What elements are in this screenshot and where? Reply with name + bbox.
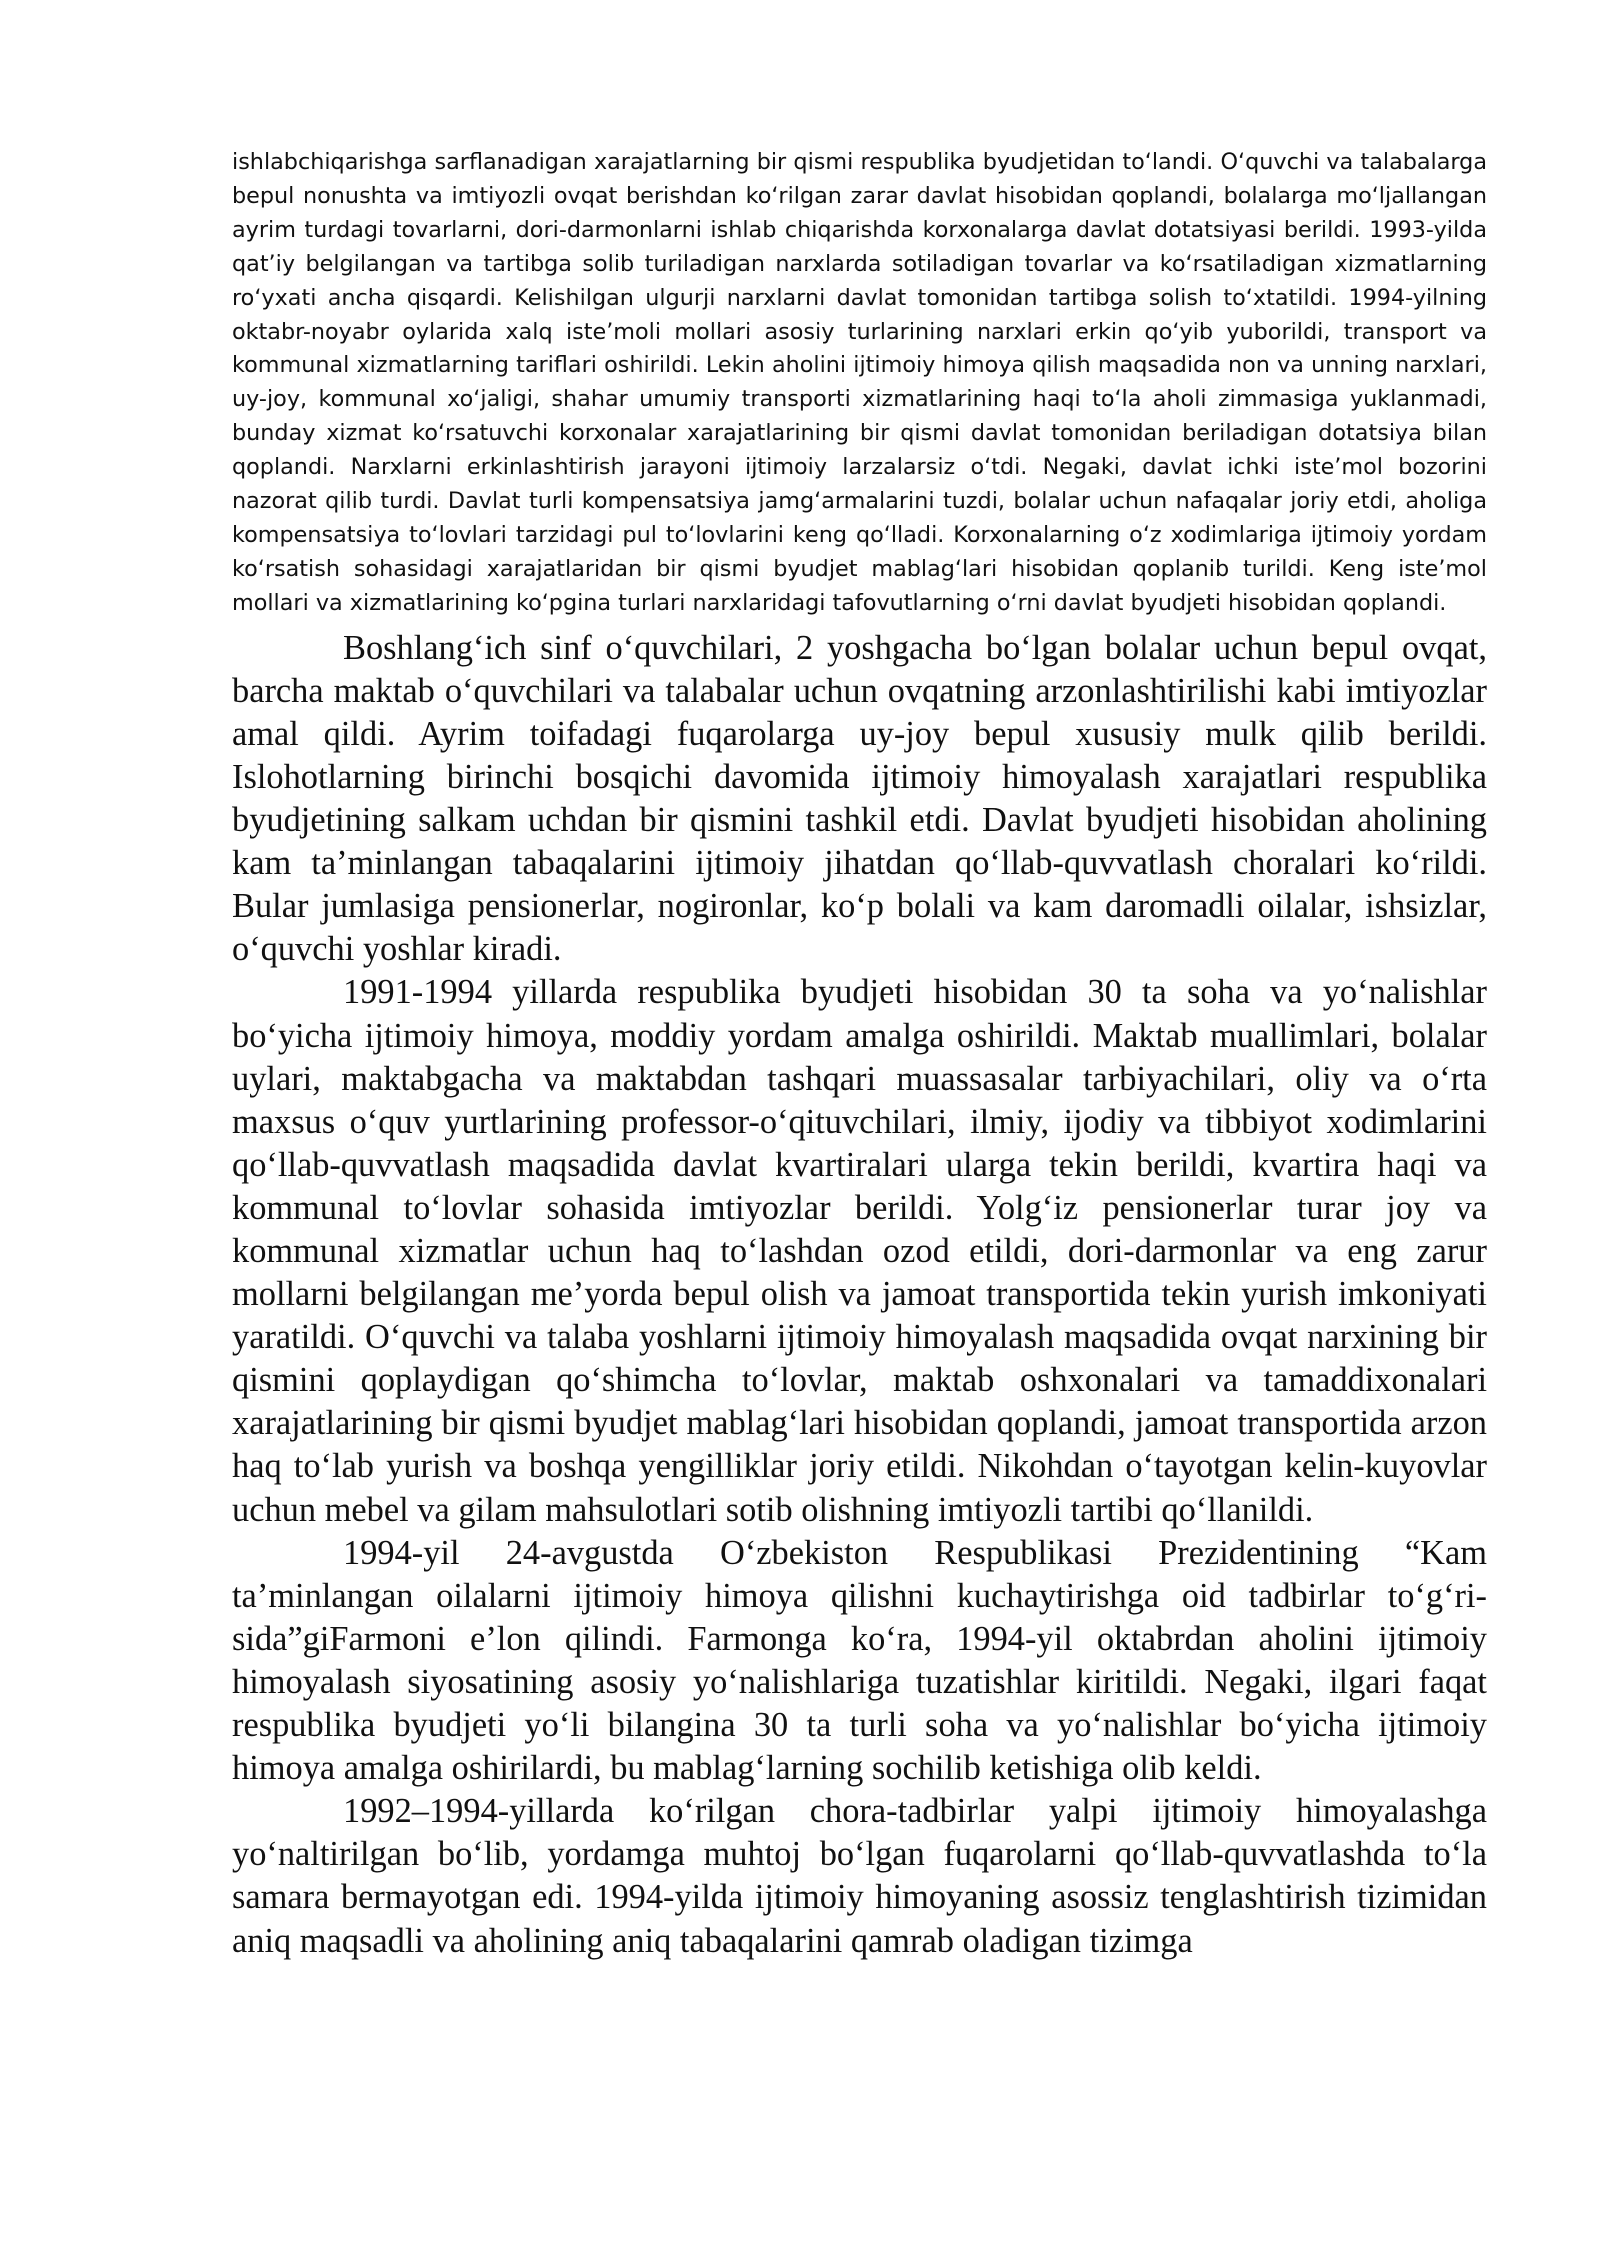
- body-paragraph-1: Boshlang‘ich sinf o‘quvchilari, 2 yoshgacha bo‘lgan bolalar uchun bepul ovqat, barcha maktab o‘quvchilari va talabalar uchun ovqatning arzonlashtirilishi kabi imtiyozlar amal qildi. Ayrim toifadagi fuqarolarga uy-joy bepul xususiy mulk qilib berildi. Islohotlarning birinchi bosqichi davomida ijtimoiy himoyalash xarajatlari respublika byudjetining salkam uchdan bir qismini tashkil etdi. Davlat byudjeti hisobidan aholining kam ta’minlangan tabaqalarini ijtimoiy jihatdan qo‘llab-quvvatlash choralari ko‘rildi. Bular jumlasiga pensionerlar, nogironlar, ko‘p bolali va kam daromadli oilalar, ishsizlar, o‘quvchi yoshlar kiradi.: [232, 628, 1487, 969]
- body-paragraph-2: 1991-1994 yillarda respublika byudjeti hisobidan 30 ta soha va yo‘nalishlar bo‘yicha ijtimoiy himoya, moddiy yordam amalga oshirildi. Maktab muallimlari, bolalar uylari, maktabgacha va maktabdan tashqari muassasalar tarbiyachilari, oliy va o‘rta maxsus o‘quv yurtlarining professor-o‘qituvchilari, ilmiy, ijodiy va tibbiyot xodimlarini qo‘llab-quvvatlash maqsadida davlat kvartiralari ularga tekin berildi, kvartira haqi va kommunal to‘lovlar sohasida imtiyozlar berildi. Yolg‘iz pensionerlar turar joy va kommunal xizmatlar uchun haq to‘lashdan ozod etildi, dori-darmonlar va eng zarur mollarni belgilangan me’yorda bepul olish va jamoat transportida tekin yurish imkoniyati yaratildi. O‘quvchi va talaba yoshlarni ijtimoiy himoyalash maqsadida ovqat narxining bir qismini qoplaydigan qo‘shimcha to‘lovlar, maktab oshxonalari va tamaddixonalari xarajatlarining bir qismi byudjet mablag‘lari hisobidan qoplandi, jamoat transportida arzon haq to‘lab yurish va boshqa yengilliklar joriy etildi. Nikohdan o‘tayotgan kelin-kuyovlar uchun mebel va gilam mahsulotlari sotib olishning imtiyozli tartibi qo‘llanildi.: [232, 973, 1487, 1529]
- body-paragraph-3: 1994-yil 24-avgustda O‘zbekiston Respublikasi Prezidentining “Kam ta’minlangan oilalarni ijtimoiy himoya qilishni kuchaytirishga oid tadbirlar to‘g‘risida”giFarmoni e’lon qilindi. Farmonga ko‘ra, 1994-yil oktabrdan aholini ijtimoiy himoyalash siyosatining asosiy yo‘nalishlariga tuzatishlar kiritildi. Negaki, ilgari faqat respublika byudjeti yo‘li bilangina 30 ta turli soha va yo‘nalishlar bo‘yicha ijtimoiy himoya amalga oshirilardi, bu mablag‘larning sochilib ketishiga olib keldi.: [232, 1533, 1487, 1788]
- document-page: [232, 146, 1487, 1963]
- intro-paragraph: ishlabchiqarishga sarflanadigan xarajatlarning bir qismi respublika byudjetidan to‘landi. O‘quvchi va talabalarga bepul nonushta va imtiyozli ovqat berishdan ko‘rilgan zarar davlat hisobidan qoplandi, bolalarga mo‘ljallangan ayrim turdagi tovarlarni, dori-darmonlarni ishlab chiqarishda korxonalarga davlat dotatsiyasi berildi. 1993-yilda qat’iy belgilangan va tartibga solib turiladigan narxlarda sotiladigan tovarlar va ko‘rsatiladigan xizmatlarning ro‘yxati ancha qisqardi. Kelishilgan ulgurji narxlarni davlat tomonidan tartibga solish to‘xtatildi. 1994-yilning oktabr-noyabr oylarida xalq iste’moli mollari asosiy turlarining narxlari erkin qo‘yib yuborildi, transport va kommunal xizmatlarning tariflari oshirildi. Lekin aholini ijtimoiy himoya qilish maqsadida non va unning narxlari, uy-joy, kommunal xo‘jaligi, shahar umumiy transporti xizmatlarining haqi to‘la aholi zimmasiga yuklanmadi, bunday xizmat ko‘rsatuvchi korxonalar xarajatlarining bir qismi davlat tomonidan beriladigan dotatsiya bilan qoplandi. Narxlarni erkinlashtirish jarayoni ijtimoiy larzalarsiz o‘tdi. Negaki, davlat ichki iste’mol bozorini nazorat qilib turdi. Davlat turli kompensatsiya jamg‘armalarini tuzdi, bolalar uchun nafaqalar joriy etdi, aholiga kompensatsiya to‘lovlari tarzidagi pul to‘lovlarini keng qo‘lladi. Korxonalarning o‘z xodimlariga ijtimoiy yordam ko‘rsatish sohasidagi xarajatlaridan bir qismi byudjet mablag‘lari hisobidan qoplanib turildi. Keng iste’mol mollari va xizmatlarining ko‘pgina turlari narxlaridagi tafovutlarning o‘rni davlat byudjeti hisobidan qoplandi.: [232, 149, 1487, 616]
- body-paragraph-4: 1992–1994-yillarda ko‘rilgan chora-tadbirlar yalpi ijtimoiy himoyalashga yo‘naltirilgan bo‘lib, yordamga muhtoj bo‘lgan fuqarolarni qo‘llab-quvvatlashda to‘la samara bermayotgan edi. 1994-yilda ijtimoiy himoyaning asossiz tenglashtirish tizimidan aniq maqsadli va aholining aniq tabaqalarini qamrab oladigan tizimga: [232, 1792, 1487, 1960]
